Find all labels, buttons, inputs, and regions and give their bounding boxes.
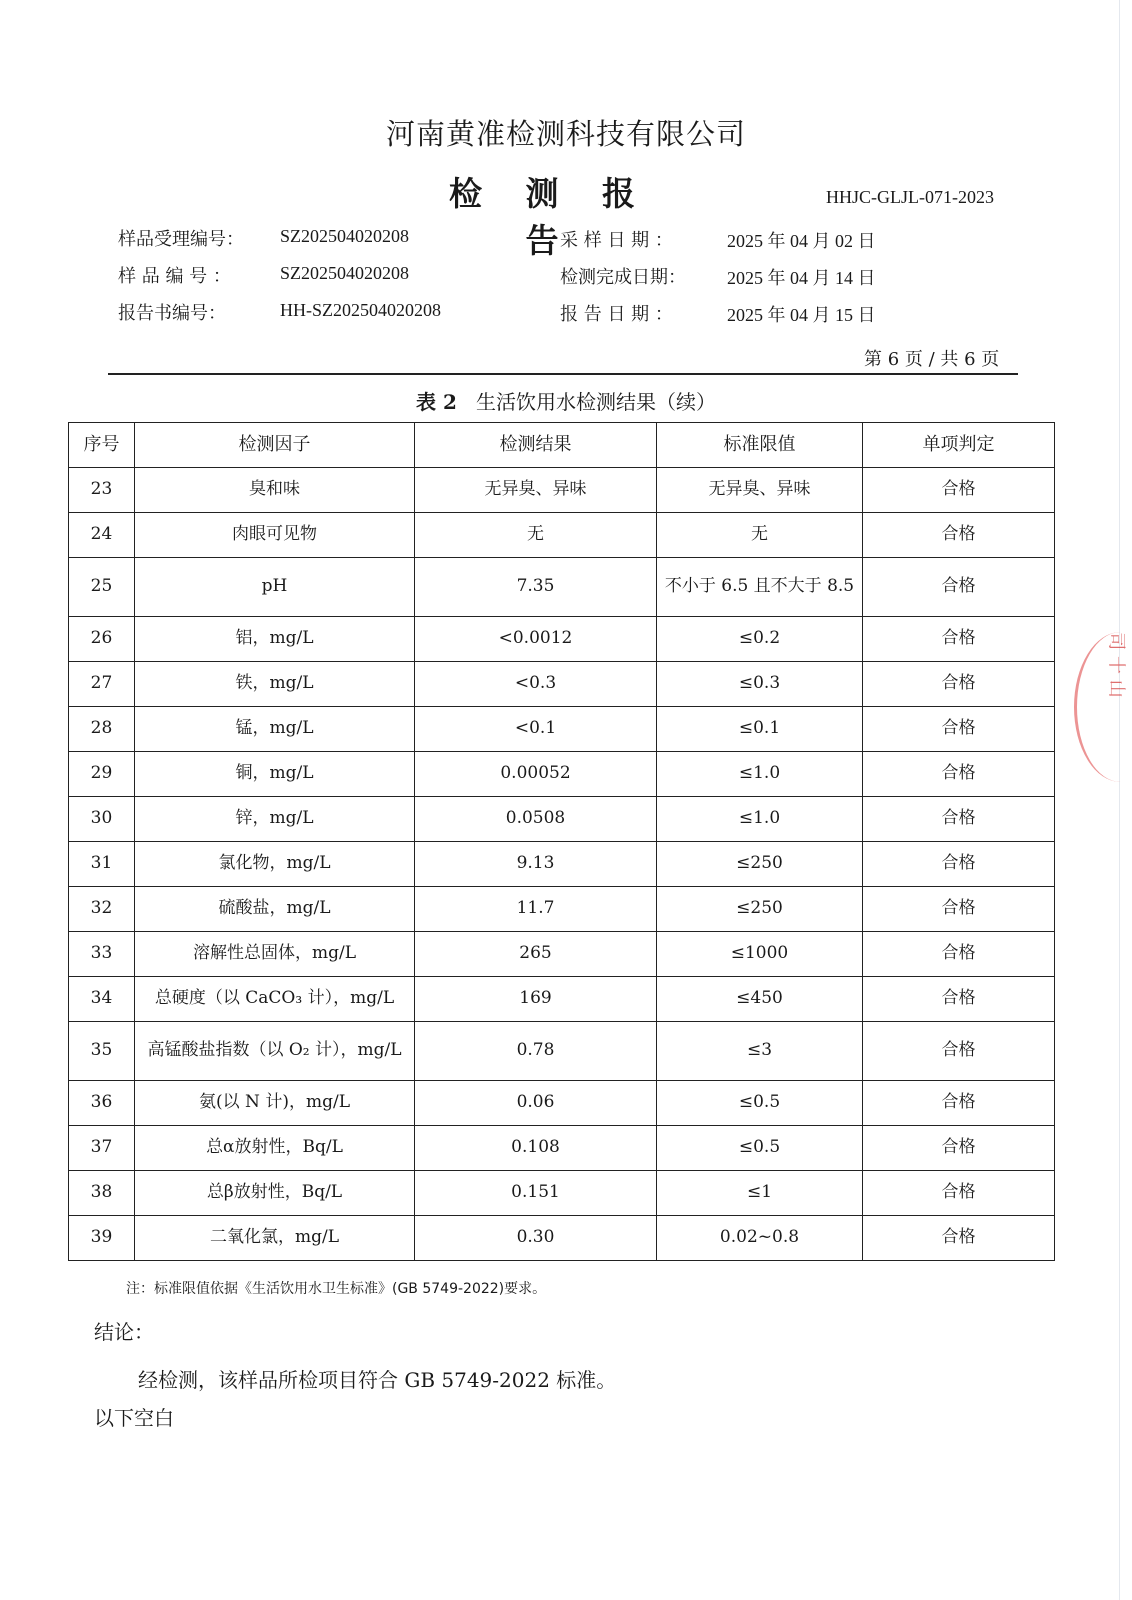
cell-judge: 合格 [863,1216,1055,1261]
cell-factor: 溶解性总固体，mg/L [135,932,415,977]
cell-result: 0.00052 [415,752,657,797]
cell-result: 无异臭、异味 [415,468,657,513]
cell-result: 169 [415,977,657,1022]
table-row [69,1126,1055,1171]
table-row [69,1081,1055,1126]
table-title [0,386,1132,415]
cell-no: 34 [69,977,135,1022]
cell-limit: 无 [657,513,863,558]
cell-judge: 合格 [863,558,1055,617]
table-row [69,468,1055,513]
col-header-judge: 单项判定 [863,423,1055,468]
page-info: 第 6 页 / 共 6 页 [864,349,1000,370]
cell-factor: 硫酸盐，mg/L [135,887,415,932]
cell-limit: 0.02~0.8 [657,1216,863,1261]
meta-value: SZ202504020208 [280,226,410,246]
cell-judge: 合格 [863,707,1055,752]
meta-value: 2025 年 04 月 02 日 [727,231,876,251]
cell-no: 23 [69,468,135,513]
blank-notice: 以下空白 [94,1406,174,1430]
cell-result: <0.0012 [415,617,657,662]
table-row [69,707,1055,752]
meta-label: 采 样 日 期 ： [560,230,673,251]
cell-factor: 总α放射性，Bq/L [135,1126,415,1171]
cell-limit: ≤1.0 [657,752,863,797]
cell-judge: 合格 [863,752,1055,797]
table-row [69,977,1055,1022]
cell-limit: ≤0.3 [657,662,863,707]
cell-factor: 氨(以 N 计)，mg/L [135,1081,415,1126]
page-edge [1119,0,1120,1600]
table-header-row [69,423,1055,468]
col-header-no: 序号 [69,423,135,468]
cell-judge: 合格 [863,1081,1055,1126]
cell-judge: 合格 [863,468,1055,513]
cell-result: 9.13 [415,842,657,887]
report-title: 检 测 报 告 [449,174,651,260]
cell-no: 33 [69,932,135,977]
cell-result: 0.78 [415,1022,657,1081]
table-row [69,617,1055,662]
cell-judge: 合格 [863,1022,1055,1081]
cell-judge: 合格 [863,887,1055,932]
cell-result: <0.1 [415,707,657,752]
cell-limit: ≤0.5 [657,1126,863,1171]
table-row [69,797,1055,842]
cell-no: 31 [69,842,135,887]
cell-factor: 铁，mg/L [135,662,415,707]
cell-no: 28 [69,707,135,752]
cell-no: 29 [69,752,135,797]
cell-factor: 氯化物，mg/L [135,842,415,887]
meta-label: 报告书编号： [118,303,226,324]
cell-limit: 不小于 6.5 且不大于 8.5 [657,558,863,617]
cell-no: 32 [69,887,135,932]
cell-judge: 合格 [863,513,1055,558]
cell-no: 27 [69,662,135,707]
table-row [69,1022,1055,1081]
cell-no: 39 [69,1216,135,1261]
col-header-limit: 标准限值 [657,423,863,468]
cell-result: 265 [415,932,657,977]
cell-factor: 总β放射性，Bq/L [135,1171,415,1216]
cell-result: 11.7 [415,887,657,932]
table-caption: 生活饮用水检测结果（续） [475,390,716,414]
results-table [68,422,1055,1261]
cell-limit: 无异臭、异味 [657,468,863,513]
cell-no: 35 [69,1022,135,1081]
table-row [69,842,1055,887]
meta-value: 2025 年 04 月 15 日 [727,305,876,325]
cell-result: 0.151 [415,1171,657,1216]
table-row [69,932,1055,977]
table-row [69,887,1055,932]
cell-limit: ≤1 [657,1171,863,1216]
cell-factor: pH [135,558,415,617]
cell-limit: ≤0.5 [657,1081,863,1126]
cell-factor: 锰，mg/L [135,707,415,752]
cell-limit: ≤1000 [657,932,863,977]
cell-factor: 铜，mg/L [135,752,415,797]
cell-factor: 高锰酸盐指数（以 O₂ 计），mg/L [135,1022,415,1081]
table-row [69,662,1055,707]
meta-label: 样品受理编号： [118,229,244,250]
cell-limit: ≤3 [657,1022,863,1081]
table-row [69,513,1055,558]
table-row [69,1171,1055,1216]
cell-no: 26 [69,617,135,662]
cell-limit: ≤0.1 [657,707,863,752]
table-row [69,558,1055,617]
cell-factor: 肉眼可见物 [135,513,415,558]
cell-result: 0.30 [415,1216,657,1261]
cell-factor: 总硬度（以 CaCO₃ 计），mg/L [135,977,415,1022]
document-number: HHJC-GLJL-071-2023 [826,187,994,207]
cell-no: 38 [69,1171,135,1216]
cell-judge: 合格 [863,662,1055,707]
table-note: 注：标准限值依据《生活饮用水卫生标准》(GB 5749-2022)要求。 [126,1281,547,1297]
cell-judge: 合格 [863,932,1055,977]
meta-value: 2025 年 04 月 14 日 [727,268,876,288]
cell-limit: ≤250 [657,887,863,932]
seal-text: 司 十 山 [1105,632,1127,698]
cell-factor: 臭和味 [135,468,415,513]
meta-value: SZ202504020208 [280,263,410,283]
table-number: 表 2 [416,390,457,414]
cell-limit: ≤450 [657,977,863,1022]
table-row [69,1216,1055,1261]
cell-no: 37 [69,1126,135,1171]
company-seal [1074,632,1132,782]
cell-no: 24 [69,513,135,558]
cell-judge: 合格 [863,1126,1055,1171]
table-row [69,752,1055,797]
conclusion-label: 结论： [94,1320,154,1344]
cell-no: 30 [69,797,135,842]
cell-judge: 合格 [863,1171,1055,1216]
cell-limit: ≤1.0 [657,797,863,842]
col-header-result: 检测结果 [415,423,657,468]
company-name: 河南黄准检测科技有限公司 [385,117,746,151]
cell-result: 0.108 [415,1126,657,1171]
cell-result: <0.3 [415,662,657,707]
conclusion-text: 经检测，该样品所检项目符合 GB 5749-2022 标准。 [138,1368,617,1392]
cell-result: 0.0508 [415,797,657,842]
header-rule [108,373,1018,375]
meta-label: 样 品 编 号 ： [118,266,231,287]
cell-judge: 合格 [863,617,1055,662]
cell-no: 25 [69,558,135,617]
meta-label: 检测完成日期： [560,267,686,288]
meta-value: HH-SZ202504020208 [280,300,441,320]
cell-result: 无 [415,513,657,558]
meta-label: 报 告 日 期 ： [560,304,673,325]
col-header-factor: 检测因子 [135,423,415,468]
cell-no: 36 [69,1081,135,1126]
cell-limit: ≤0.2 [657,617,863,662]
cell-result: 0.06 [415,1081,657,1126]
cell-limit: ≤250 [657,842,863,887]
cell-factor: 锌，mg/L [135,797,415,842]
cell-factor: 二氧化氯，mg/L [135,1216,415,1261]
cell-factor: 铝，mg/L [135,617,415,662]
cell-judge: 合格 [863,977,1055,1022]
cell-judge: 合格 [863,842,1055,887]
cell-judge: 合格 [863,797,1055,842]
cell-result: 7.35 [415,558,657,617]
